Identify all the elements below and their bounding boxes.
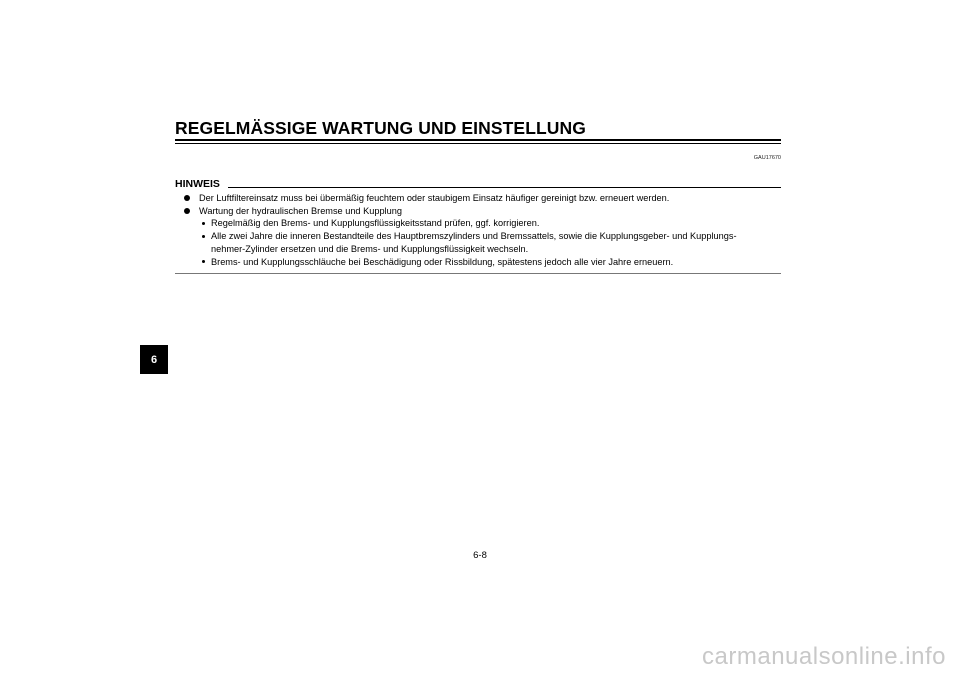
note-subitem-text: Regelmäßig den Brems- und Kupplungsflüssigkeitsstand prüfen, ggf. korrigieren. [211,218,540,229]
bullet-dot-icon [184,208,190,214]
note-subitem-text: nehmer-Zylinder ersetzen und die Brems- und Kupplungsflüssigkeit wechseln. [211,243,529,254]
note-subitem [182,230,782,243]
sub-bullet-icon [202,260,205,263]
note-item [182,205,782,218]
chapter-tab: 6 [140,345,168,374]
note-item-text: Wartung der hydraulischen Bremse und Kupplung [199,205,402,216]
note-body [182,192,782,268]
page-number: 6-8 [473,550,487,561]
note-subitem-continuation [182,243,782,256]
note-subitem [182,217,782,230]
note-heading-rule [228,187,781,188]
note-subitem [182,256,782,269]
note-subitem-text: Brems- und Kupplungsschläuche bei Beschädigung oder Rissbildung, spätestens jedoch alle vier Jahre erneuern. [211,256,674,267]
sub-bullet-icon [202,222,205,225]
sub-bullet-icon [202,235,205,238]
note-item [182,192,782,205]
note-subitem-text: Alle zwei Jahre die inneren Bestandteile des Hauptbremszylinders und Bremssattels, sowie die Kupplungsgeber- und Kupplungs- [211,231,737,242]
note-heading: HINWEIS [175,178,220,190]
note-end-rule [175,273,781,274]
watermark: carmanualsonline.info [702,643,946,670]
title-rule-thick [175,139,781,141]
bullet-dot-icon [184,195,190,201]
page-title: REGELMÄSSIGE WARTUNG UND EINSTELLUNG [175,118,586,138]
title-rule-thin [175,143,781,144]
section-code: GAU17670 [753,155,781,161]
note-item-text: Der Luftfiltereinsatz muss bei übermäßig feuchtem oder staubigem Einsatz häufiger gereinigt bzw. erneuert werden. [199,193,670,203]
